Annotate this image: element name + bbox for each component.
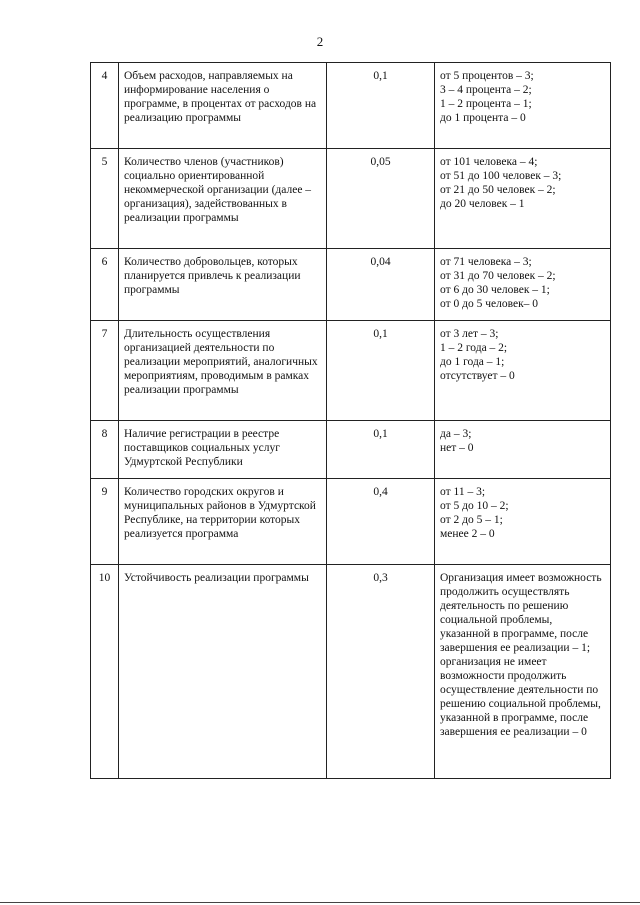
table-row bbox=[91, 149, 611, 249]
page-number: 2 bbox=[316, 34, 324, 49]
criterion-scale bbox=[435, 421, 611, 479]
criterion-name: Длительность осуществления организацией деятельности по реализации мероприятий, аналогичных мероприятиям, проводимым в рамках реализации программы bbox=[119, 321, 327, 421]
criterion-name: Наличие регистрации в реестре поставщиков социальных услуг Удмуртской Республики bbox=[119, 421, 327, 479]
criterion-name: Количество городских округов и муниципальных районов в Удмуртской Республике, на территории которых реализуется программа bbox=[119, 479, 327, 565]
criterion-scale bbox=[435, 479, 611, 565]
scale-line: от 21 до 50 человек – 2; bbox=[440, 184, 556, 196]
row-number: 6 bbox=[91, 249, 119, 321]
row-number: 4 bbox=[91, 63, 119, 149]
table-row bbox=[91, 321, 611, 421]
criterion-name: Объем расходов, направляемых на информирование населения о программе, в процентах от расходов на реализацию программы bbox=[119, 63, 327, 149]
criterion-weight: 0,1 bbox=[327, 421, 435, 479]
scale-line: от 31 до 70 человек – 2; bbox=[440, 270, 556, 282]
row-number: 7 bbox=[91, 321, 119, 421]
criterion-weight: 0,4 bbox=[327, 479, 435, 565]
criterion-weight: 0,05 bbox=[327, 149, 435, 249]
criterion-scale bbox=[435, 249, 611, 321]
scale-line: Организация имеет возможность продолжить осуществлять деятельность по решению социальной проблемы, указанной в программе, после завершения ее реализации – 1; bbox=[440, 572, 602, 654]
scale-line: от 71 человека – 3; bbox=[440, 256, 532, 268]
criterion-scale bbox=[435, 63, 611, 149]
criterion-scale bbox=[435, 149, 611, 249]
criterion-name: Количество членов (участников) социально ориентированной некоммерческой организации (далее – организация), задействованных в реализации программы bbox=[119, 149, 327, 249]
scale-line: от 5 процентов – 3; bbox=[440, 70, 534, 82]
criterion-scale bbox=[435, 321, 611, 421]
row-number: 10 bbox=[91, 565, 119, 779]
row-number: 5 bbox=[91, 149, 119, 249]
criterion-weight: 0,3 bbox=[327, 565, 435, 779]
criterion-weight: 0,04 bbox=[327, 249, 435, 321]
scale-line: 3 – 4 процента – 2; bbox=[440, 84, 532, 96]
scale-line: 1 – 2 года – 2; bbox=[440, 342, 508, 354]
criterion-weight: 0,1 bbox=[327, 321, 435, 421]
scale-line: от 3 лет – 3; bbox=[440, 328, 499, 340]
scale-line: организация не имеет возможности продолжить осуществление деятельности по решению социальной проблемы, указанной в программе, после завершения ее реализации – 0 bbox=[440, 656, 601, 738]
scale-line: до 1 года – 1; bbox=[440, 356, 505, 368]
scale-line: от 5 до 10 – 2; bbox=[440, 500, 509, 512]
criterion-name: Устойчивость реализации программы bbox=[119, 565, 327, 779]
scale-line: отсутствует – 0 bbox=[440, 370, 515, 382]
scale-line: 1 – 2 процента – 1; bbox=[440, 98, 532, 110]
table-row bbox=[91, 479, 611, 565]
criterion-weight: 0,1 bbox=[327, 63, 435, 149]
scale-line: от 101 человека – 4; bbox=[440, 156, 538, 168]
scale-line: до 1 процента – 0 bbox=[440, 112, 526, 124]
scale-line: от 51 до 100 человек – 3; bbox=[440, 170, 562, 182]
scale-line: от 2 до 5 – 1; bbox=[440, 514, 503, 526]
page-bottom-rule bbox=[0, 902, 640, 903]
table-row bbox=[91, 249, 611, 321]
table-row bbox=[91, 565, 611, 779]
table-row bbox=[91, 421, 611, 479]
scale-line: от 11 – 3; bbox=[440, 486, 486, 498]
table-row bbox=[91, 63, 611, 149]
criterion-name: Количество добровольцев, которых планируется привлечь к реализации программы bbox=[119, 249, 327, 321]
scale-line: до 20 человек – 1 bbox=[440, 198, 525, 210]
row-number: 8 bbox=[91, 421, 119, 479]
scale-line: от 0 до 5 человек– 0 bbox=[440, 298, 539, 310]
criterion-scale bbox=[435, 565, 611, 779]
scale-line: да – 3; bbox=[440, 428, 472, 440]
scale-line: менее 2 – 0 bbox=[440, 528, 495, 540]
scale-line: от 6 до 30 человек – 1; bbox=[440, 284, 550, 296]
row-number: 9 bbox=[91, 479, 119, 565]
scale-line: нет – 0 bbox=[440, 442, 474, 454]
criteria-table bbox=[90, 62, 611, 779]
